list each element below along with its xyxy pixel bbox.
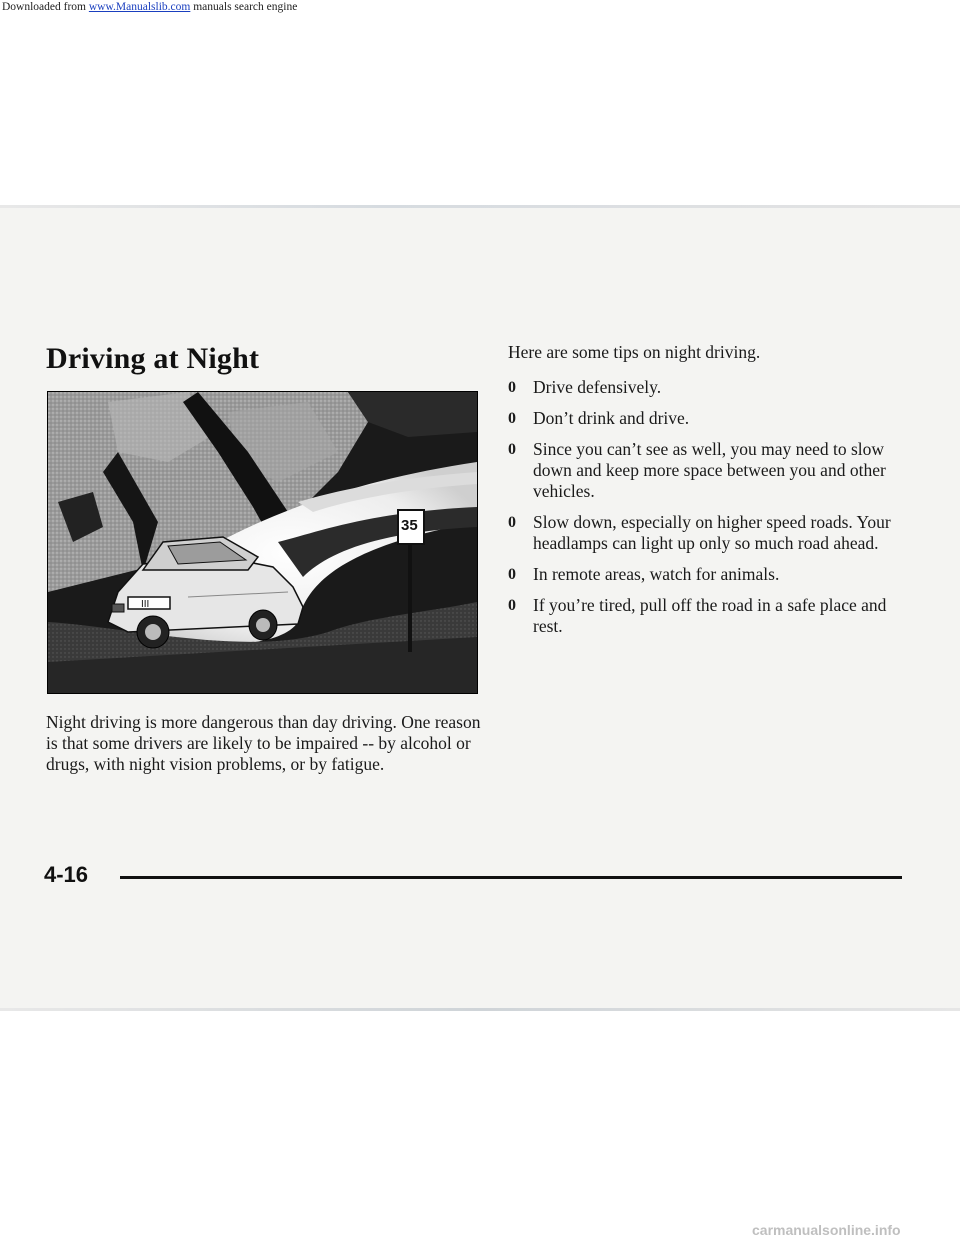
- tip-item: [508, 408, 918, 429]
- tip-item: [508, 512, 918, 554]
- sign-number: 35: [401, 517, 418, 534]
- bullet-marker: 0: [508, 379, 516, 396]
- tip-item: [508, 595, 918, 637]
- intro-paragraph: Night driving is more dangerous than day driving. One reason is that some drivers are likely to be impaired -- by alcohol or drugs, with night vision problems, or by fatigue.: [46, 712, 481, 774]
- bullet-marker: 0: [508, 514, 516, 531]
- page-title: Driving at Night: [46, 342, 260, 375]
- bullet-marker: 0: [508, 441, 516, 458]
- tip-text: Since you can’t see as well, you may need to slow down and keep more space between you and other vehicles.: [533, 439, 886, 501]
- watermark: carmanualsonline.info: [752, 1222, 901, 1238]
- bullet-marker: 0: [508, 597, 516, 614]
- tip-item: [508, 377, 918, 398]
- scan-edge-top: [0, 205, 960, 208]
- night-driving-illustration: [47, 391, 478, 694]
- download-header: [2, 0, 297, 14]
- tip-item: [508, 439, 918, 502]
- tips-intro: Here are some tips on night driving.: [508, 342, 761, 362]
- tip-text: Slow down, especially on higher speed roads. Your headlamps can light up only so much road ahead.: [533, 512, 891, 553]
- night-road-scene: [48, 392, 477, 693]
- download-header-prefix: Downloaded from: [2, 1, 89, 13]
- bullet-marker: 0: [508, 566, 516, 583]
- plate-text: III: [141, 599, 150, 610]
- page-number: 4-16: [44, 862, 89, 887]
- tip-text: Drive defensively.: [533, 377, 662, 397]
- bullet-marker: 0: [508, 410, 516, 427]
- footer-rule: [120, 876, 902, 879]
- scan-edge-bottom: [0, 1008, 960, 1011]
- tip-text: Don’t drink and drive.: [533, 408, 690, 428]
- download-header-suffix: manuals search engine: [190, 1, 298, 13]
- tip-item: [508, 564, 918, 585]
- manualslib-link[interactable]: www.Manualslib.com: [88, 1, 191, 13]
- tip-text: If you’re tired, pull off the road in a safe place and rest.: [533, 595, 887, 636]
- tips-list: [508, 377, 918, 647]
- tip-text: In remote areas, watch for animals.: [533, 564, 780, 584]
